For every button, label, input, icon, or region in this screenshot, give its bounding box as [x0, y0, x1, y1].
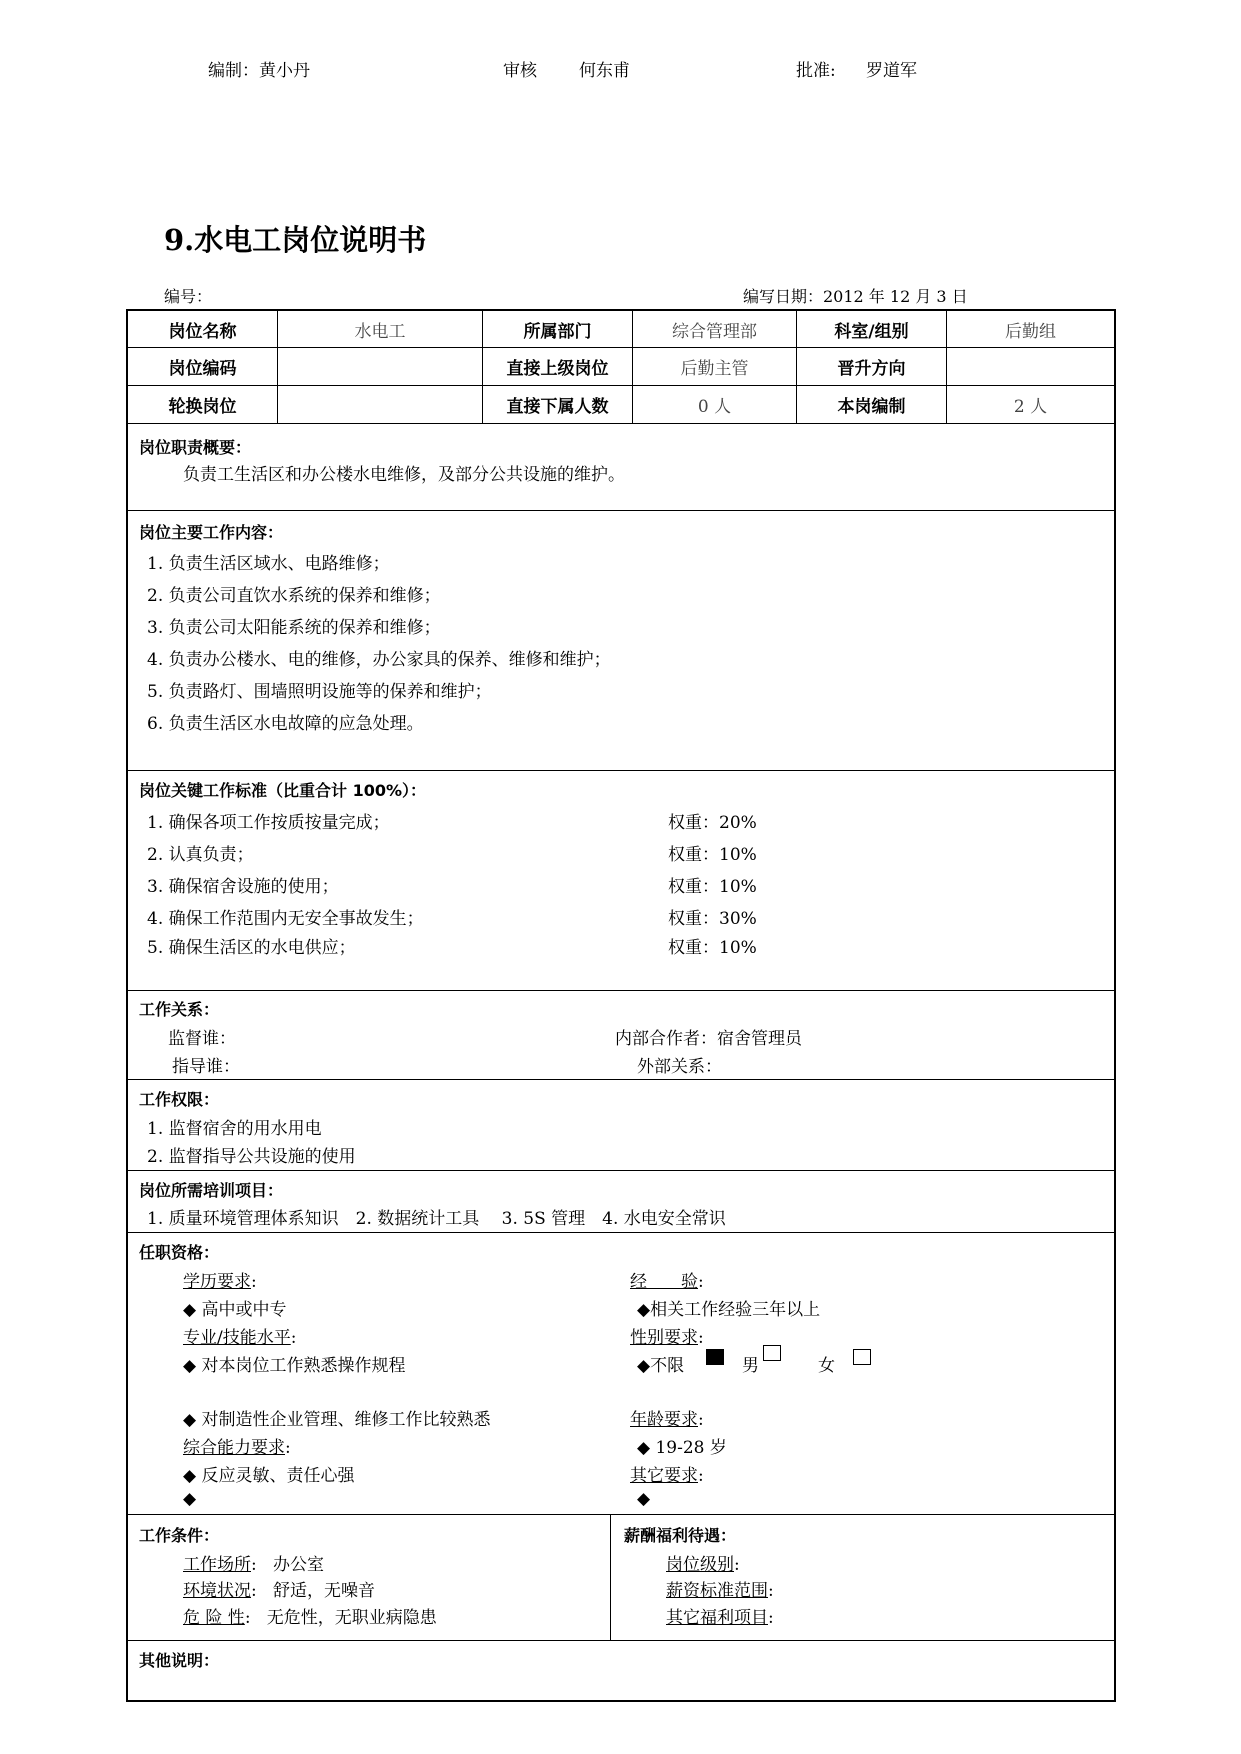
supervises: 监督谁：	[168, 1029, 236, 1049]
ability-requirement: 综合能力要求:	[183, 1438, 291, 1458]
label-direct-superior: 直接上级岗位	[506, 359, 609, 379]
ability-value: ◆ 反应灵敏、责任心强	[183, 1466, 355, 1486]
authority-item: 1. 监督宿舍的用水用电	[147, 1119, 322, 1139]
pay-title: 薪酬福利待遇：	[624, 1526, 737, 1545]
duty-item: 2. 负责公司直饮水系统的保养和维修；	[147, 586, 441, 606]
duty-item: 6. 负责生活区水电故障的应急处理。	[147, 714, 424, 734]
value-direct-superior: 后勤主管	[680, 359, 749, 379]
label-rotation: 轮换岗位	[168, 397, 237, 417]
standard-weight: 权重：10%	[668, 845, 757, 865]
standard-item: 2. 认真负责；	[147, 845, 254, 865]
gender-female: 女	[818, 1356, 835, 1376]
doc-number-label: 编号：	[164, 287, 213, 306]
value-position-code	[278, 348, 482, 385]
authority-item: 2. 监督指导公共设施的使用	[147, 1147, 356, 1167]
duty-item: 3. 负责公司太阳能系统的保养和维修；	[147, 618, 441, 638]
value-rotation	[278, 386, 482, 423]
conditions-title: 工作条件：	[139, 1526, 220, 1545]
gender-female-checkbox[interactable]	[853, 1349, 871, 1369]
position-level: 岗位级别:	[666, 1555, 740, 1575]
notes-title: 其他说明：	[139, 1651, 220, 1670]
skill-value: ◆ 对本岗位工作熟悉操作规程	[183, 1356, 406, 1376]
experience-requirement: 经 验:	[630, 1272, 704, 1292]
label-promotion: 晋升方向	[837, 359, 906, 379]
standard-item: 4. 确保工作范围内无安全事故发生；	[147, 909, 424, 929]
standard-item: 5. 确保生活区的水电供应；	[147, 938, 356, 958]
standard-weight: 权重：30%	[668, 909, 757, 929]
standard-weight: 权重：10%	[668, 938, 757, 958]
skill-requirement: 专业/技能水平:	[183, 1328, 297, 1348]
training-title: 岗位所需培训项目：	[139, 1181, 284, 1200]
label-position-code: 岗位编码	[168, 359, 237, 379]
authority-title: 工作权限：	[139, 1090, 220, 1109]
gender-male-checkbox[interactable]	[763, 1345, 781, 1365]
value-section: 后勤组	[1005, 321, 1056, 342]
gender-any: ◆不限	[637, 1356, 685, 1376]
other-value: ◆	[637, 1489, 651, 1509]
standard-item: 1. 确保各项工作按质按量完成；	[147, 813, 390, 833]
age-requirement: 年龄要求:	[630, 1410, 704, 1430]
gender-requirement: 性别要求:	[630, 1328, 704, 1348]
label-position-name: 岗位名称	[168, 321, 237, 342]
ability-value: ◆	[183, 1489, 197, 1509]
qualifications-title: 任职资格：	[139, 1243, 220, 1262]
duty-item: 1. 负责生活区域水、电路维修；	[147, 554, 390, 574]
duties-title: 岗位主要工作内容：	[139, 523, 284, 542]
compile-date: 编写日期：2012 年 12 月 3 日	[743, 287, 968, 306]
standards-title: 岗位关键工作标准（比重合计 100%）：	[139, 781, 427, 800]
education-value: ◆ 高中或中专	[183, 1300, 287, 1320]
summary-title: 岗位职责概要：	[139, 438, 252, 457]
skill-value: ◆ 对制造性企业管理、维修工作比较熟悉	[183, 1410, 491, 1430]
training-items: 1. 质量环境管理体系知识 2. 数据统计工具 3. 5S 管理 4. 水电安全常识	[147, 1209, 726, 1229]
document-title: 9.水电工岗位说明书	[164, 223, 427, 257]
gender-any-checkbox[interactable]	[706, 1349, 724, 1369]
prepared-by: 编制：黄小丹	[208, 61, 310, 81]
value-position-name: 水电工	[354, 321, 406, 342]
value-subordinates: 0 人	[697, 397, 732, 417]
duty-item: 5. 负责路灯、围墙照明设施等的保养和维护；	[147, 682, 492, 702]
standard-item: 3. 确保宿舍设施的使用；	[147, 877, 339, 897]
hazard: 危 险 性: 无危性，无职业病隐患	[183, 1608, 437, 1628]
reviewer-name: 何东甫	[579, 61, 630, 81]
internal-partner: 内部合作者：宿舍管理员	[615, 1029, 802, 1049]
standard-weight: 权重：20%	[668, 813, 757, 833]
value-promotion	[947, 348, 1114, 385]
label-headcount: 本岗编制	[837, 397, 906, 417]
summary-text: 负责工生活区和办公楼水电维修，及部分公共设施的维护。	[183, 465, 625, 485]
other-benefits: 其它福利项目:	[666, 1608, 774, 1628]
duty-item: 4. 负责办公楼水、电的维修，办公家具的保养、维修和维护；	[147, 650, 611, 670]
approve-label: 批准:	[796, 61, 836, 81]
external-relations: 外部关系：	[637, 1057, 722, 1077]
label-department: 所属部门	[523, 321, 592, 342]
label-subordinates: 直接下属人数	[506, 397, 609, 417]
relations-title: 工作关系：	[139, 1000, 220, 1019]
label-section: 科室/组别	[834, 321, 909, 342]
gender-male: 男	[742, 1356, 759, 1376]
review-label: 审核	[503, 61, 537, 81]
standard-weight: 权重：10%	[668, 877, 757, 897]
approver-name: 罗道军	[866, 61, 917, 81]
job-description-form	[126, 309, 1116, 1702]
environment: 环境状况: 舒适，无噪音	[183, 1581, 375, 1601]
value-headcount: 2 人	[1013, 397, 1048, 417]
salary-range: 薪资标准范围:	[666, 1581, 774, 1601]
other-requirement: 其它要求:	[630, 1466, 704, 1486]
guides: 指导谁：	[172, 1057, 240, 1077]
experience-value: ◆相关工作经验三年以上	[637, 1300, 821, 1320]
value-department: 综合管理部	[672, 321, 757, 342]
work-place: 工作场所: 办公室	[183, 1555, 324, 1575]
age-value: ◆ 19-28 岁	[637, 1438, 727, 1458]
education-requirement: 学历要求:	[183, 1272, 257, 1292]
